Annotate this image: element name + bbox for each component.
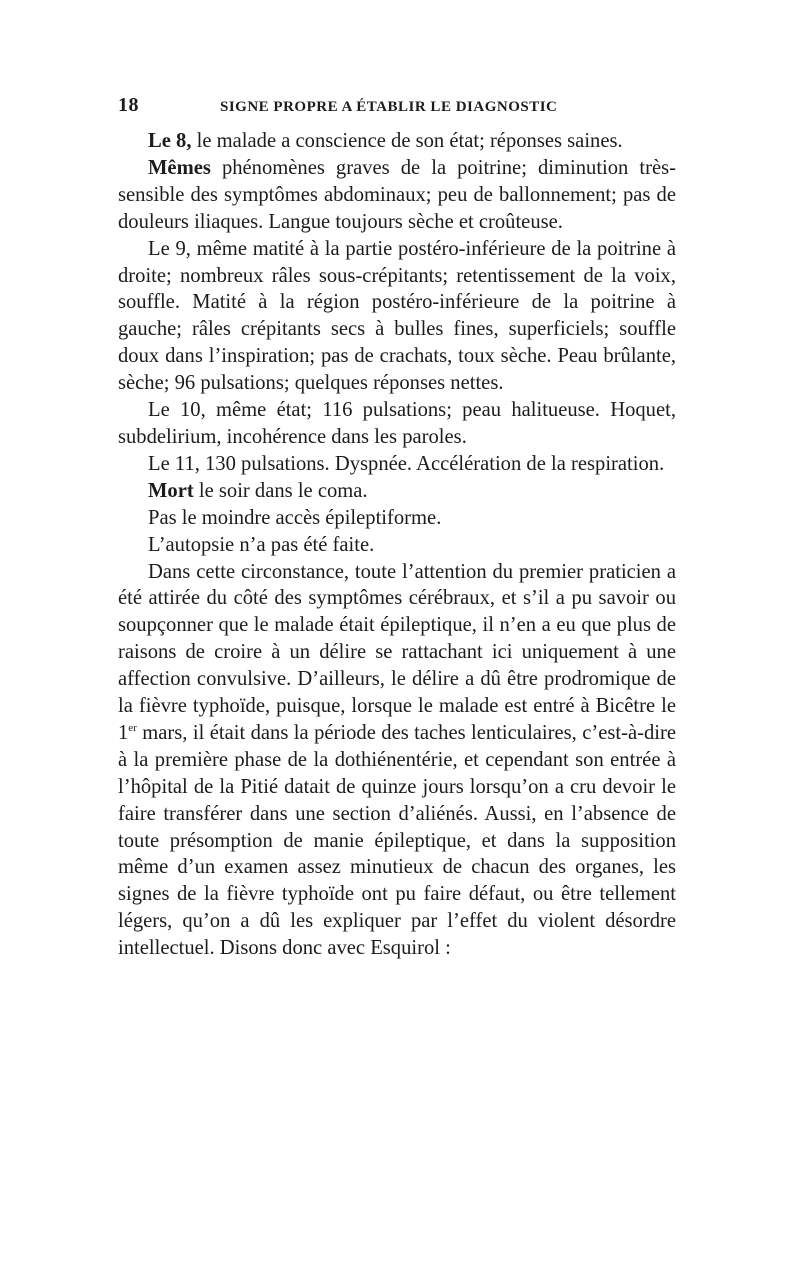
paragraph <box>118 155 676 236</box>
discussion-text-2: mars, il était dans la période des taches lenticulaires, c’est-à-dire à la première phase de la dothiénentérie, et cependant son entrée à l’hôpital de la Pitié datait de quinze jours lorsqu’on a cru devoir le faire transférer dans une section d’aliénés. Aussi, en l’absence de toute présomption de manie épileptique, et dans la supposition même d’un examen assez minutieux de chacun des organes, les signes de la fièvre typhoïde ont pu faire défaut, ou être tellement légers, qu’on a dû les expliquer par l’effet du violent désordre intellectuel. Disons donc avec Esquirol : <box>118 721 676 960</box>
paragraph <box>118 397 676 451</box>
paragraph-lead: Mêmes <box>148 156 211 179</box>
paragraph <box>118 505 676 532</box>
running-head: SIGNE PROPRE A ÉTABLIR LE DIAGNOSTIC <box>220 99 558 115</box>
discussion-text-1: Dans cette circonstance, toute l’attention du premier praticien a été attirée du côté des symptômes cérébraux, et s’il a pu savoir ou soupçonner que le malade était épileptique, il n’en a eu que plus de raisons de croire à un délire se rattachant ici uniquement à une affection convulsive. D’ailleurs, le délire a dû être prodromique de la fièvre typhoïde, puisque, lorsque le malade est entré à Bicêtre le 1 <box>118 560 676 744</box>
paragraph <box>118 236 676 397</box>
paragraph-text: Le 9, même matité à la partie postéro-inférieure de la poitrine à droite; nombreux râles sous-crépitants; retentissement de la voix, souffle. Matité à la région postéro-inférieure de la poitrine à gauche; râles crépitants secs à bulles fines, superficiels; souffle doux dans l’inspiration; pas de crachats, toux sèche. Peau brûlante, sèche; 96 pulsations; quelques réponses nettes. <box>118 237 676 395</box>
paragraph-text: phénomènes graves de la poitrine; diminution très-sensible des symptômes abdominaux; peu de ballonnement; pas de douleurs iliaques. Langue toujours sèche et croûteuse. <box>118 156 676 233</box>
page-body <box>118 128 676 962</box>
paragraph-text: L’autopsie n’a pas été faite. <box>148 533 375 556</box>
book-page <box>118 94 676 962</box>
ordinal-superscript: er <box>128 722 137 735</box>
paragraph-text: le soir dans le coma. <box>193 479 368 502</box>
paragraph <box>118 451 676 478</box>
paragraph-text: Pas le moindre accès épileptiforme. <box>148 506 442 529</box>
paragraph <box>118 128 676 155</box>
paragraph-lead: Mort <box>148 479 194 502</box>
paragraph-text: Le 10, même état; 116 pulsations; peau halitueuse. Hoquet, subdelirium, incohérence dans les paroles. <box>118 399 676 448</box>
paragraph <box>118 532 676 559</box>
paragraph-lead: Le 8, <box>148 130 192 152</box>
paragraph <box>118 478 676 505</box>
discussion-paragraph <box>118 559 676 963</box>
paragraph-text: le malade a conscience de son état; réponses saines. <box>191 130 623 152</box>
paragraph-text: Le 11, 130 pulsations. Dyspnée. Accélération de la respiration. <box>148 452 665 475</box>
page-number: 18 <box>118 94 139 116</box>
page-header <box>118 94 676 128</box>
